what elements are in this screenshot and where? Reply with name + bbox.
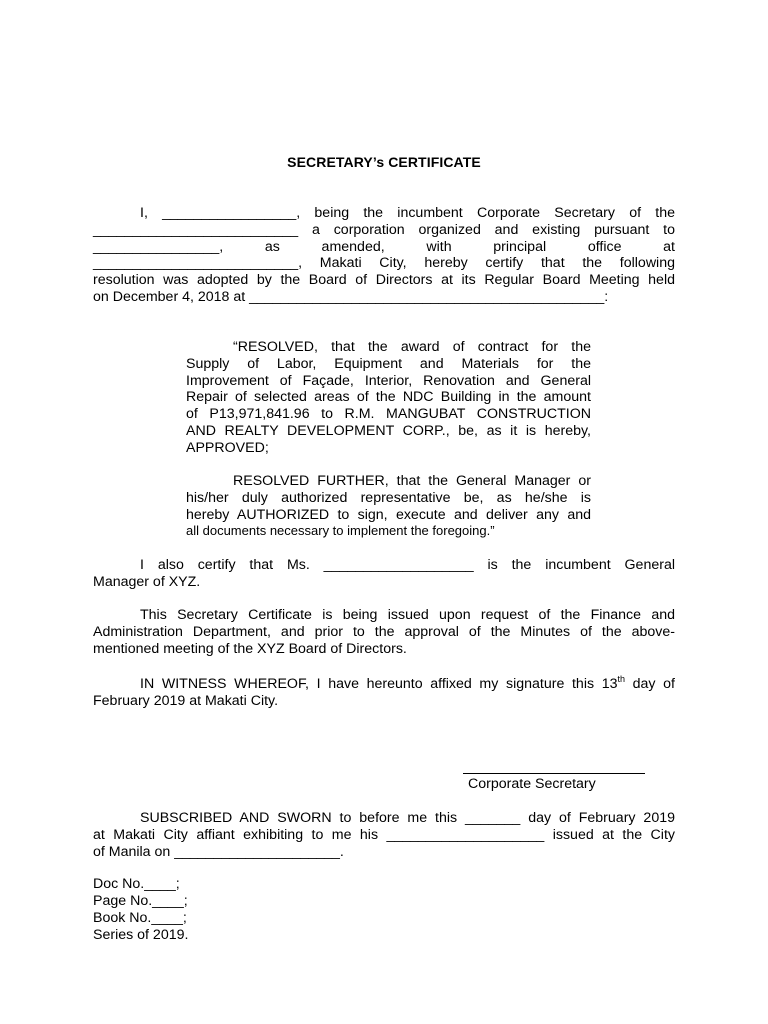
page-no: Page No.____; bbox=[93, 893, 188, 909]
certify-line: Manager of XYZ. bbox=[93, 573, 201, 590]
witness-paragraph bbox=[93, 676, 675, 710]
signature-line bbox=[463, 773, 645, 774]
issued-line: This Secretary Certificate is being issued upon request of the Finance and bbox=[140, 607, 675, 623]
issued-line: Administration Department, and prior to the approval of the Minutes of the above- bbox=[93, 623, 675, 640]
resolution-line: AND REALTY DEVELOPMENT CORP., be, as it is hereby, bbox=[186, 422, 591, 439]
issued-line: mentioned meeting of the XYZ Board of Directors. bbox=[93, 640, 407, 657]
resolution-further-line: all documents necessary to implement the foregoing.” bbox=[186, 523, 495, 539]
ordinal-suffix: th bbox=[617, 674, 626, 684]
issued-paragraph bbox=[93, 607, 675, 657]
signature-title: Corporate Secretary bbox=[468, 776, 596, 792]
intro-line: resolution was adopted by the Board of Directors at its Regular Board Meeting held bbox=[93, 272, 675, 289]
intro-line: on December 4, 2018 at _____________________________________________: bbox=[93, 288, 609, 305]
resolution-further-block bbox=[186, 473, 591, 540]
sworn-line: at Makati City affiant exhibiting to me his ____________________ issued at the City bbox=[93, 826, 675, 843]
notarial-entries bbox=[93, 876, 188, 944]
intro-line: ________________, as amended, with principal office at bbox=[93, 238, 675, 255]
series: Series of 2019. bbox=[93, 927, 189, 943]
sworn-paragraph bbox=[93, 810, 675, 860]
certify-paragraph bbox=[93, 557, 675, 591]
certify-line: I also certify that Ms. ___________________ is the incumbent General bbox=[140, 557, 675, 573]
book-no: Book No.____; bbox=[93, 910, 187, 926]
doc-no: Doc No.____; bbox=[93, 876, 180, 892]
resolution-line: of P13,971,841.96 to R.M. MANGUBAT CONSTRUCTION bbox=[186, 406, 591, 423]
intro-paragraph bbox=[93, 205, 675, 306]
resolution-further-line: RESOLVED FURTHER, that the General Manager or bbox=[233, 473, 591, 489]
witness-line bbox=[93, 676, 675, 693]
intro-line: I, _________________, being the incumbent Corporate Secretary of the bbox=[140, 205, 675, 221]
resolution-line: APPROVED; bbox=[186, 439, 269, 456]
intro-line: __________________________ a corporation organized and existing pursuant to bbox=[93, 221, 675, 238]
intro-line: __________________________, Makati City, hereby certify that the following bbox=[93, 255, 675, 272]
document-title: SECRETARY’s CERTIFICATE bbox=[287, 154, 481, 170]
sworn-line: SUBSCRIBED AND SWORN to before me this _______ day of February 2019 bbox=[140, 810, 675, 826]
resolution-further-line: hereby AUTHORIZED to sign, execute and deliver any and bbox=[186, 506, 591, 523]
resolution-line: “RESOLVED, that the award of contract for the bbox=[233, 339, 591, 355]
resolution-further-line: his/her duly authorized representative be, as he/she is bbox=[186, 489, 591, 506]
witness-text: IN WITNESS WHEREOF, I have hereunto affixed my signature this 13 bbox=[140, 676, 618, 692]
resolution-line: Improvement of Façade, Interior, Renovation and General bbox=[186, 372, 591, 389]
witness-text: day of bbox=[625, 676, 676, 692]
sworn-line: of Manila on _____________________. bbox=[93, 843, 344, 860]
resolution-block bbox=[186, 339, 591, 457]
witness-line: February 2019 at Makati City. bbox=[93, 692, 279, 709]
resolution-line: Repair of selected areas of the NDC Building in the amount bbox=[186, 389, 591, 406]
resolution-line: Supply of Labor, Equipment and Materials for the bbox=[186, 355, 591, 372]
